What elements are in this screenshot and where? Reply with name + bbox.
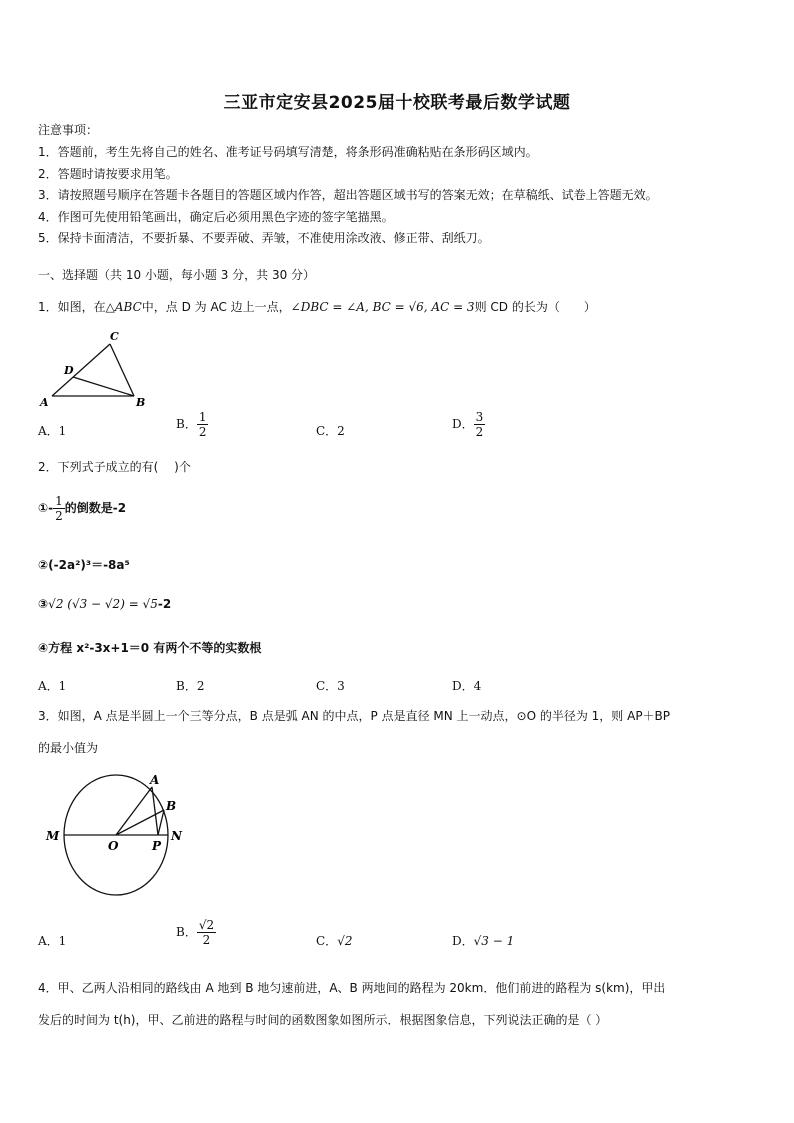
q2-item1-prefix: ①- xyxy=(38,501,54,515)
q1-suffix: 则 CD 的长为（ ） xyxy=(474,300,596,314)
question-3-stem-line2: 的最小值为 xyxy=(38,741,99,755)
fraction-numerator: 3 xyxy=(475,410,484,424)
note-item: 2．答题时请按要求用笔。 xyxy=(38,167,178,181)
fraction-numerator: 1 xyxy=(198,410,207,424)
q3-option-c[interactable] xyxy=(316,932,352,949)
q2-item3-suffix: -2 xyxy=(157,597,172,611)
q1-triangle-figure xyxy=(36,328,156,410)
q3-option-a[interactable]: A．1 xyxy=(38,934,67,948)
q2-statement-1 xyxy=(38,494,126,523)
q1-label-b: B xyxy=(136,396,146,409)
fraction-numerator: √2 xyxy=(198,918,215,932)
question-4-stem-line2: 发后的时间为 t(h)，甲、乙前进的路程与时间的函数图象如图所示．根据图象信息，下列说法正确的是（ ） xyxy=(38,1013,608,1027)
q3-label-n: N xyxy=(171,829,182,843)
q2-item3-math: √2 (√3 − √2) = √5 xyxy=(48,597,158,611)
q2-option-c[interactable]: C．3 xyxy=(316,679,345,693)
question-1-stem xyxy=(38,298,596,315)
q2-item1-suffix: 的倒数是-2 xyxy=(64,501,127,515)
q2-item3-prefix: ③ xyxy=(38,597,49,611)
q2-item1-fraction xyxy=(53,494,65,523)
fraction-denominator: 2 xyxy=(198,425,207,439)
note-item: 3．请按照题号顺序在答题卡各题目的答题区域内作答，超出答题区域书写的答案无效；在草稿纸、试卷上答题无效。 xyxy=(38,188,658,202)
q3-option-b[interactable] xyxy=(176,918,216,947)
note-item: 5．保持卡面清洁，不要折暴、不要弄破、弄皱，不准使用涂改液、修正带、刮纸刀。 xyxy=(38,231,490,245)
note-item: 1．答题前，考生先将自己的姓名、准考证号码填写清楚，将条形码准确粘贴在条形码区域内。 xyxy=(38,145,538,159)
fraction-denominator: 2 xyxy=(202,933,211,947)
q3-label-a: A xyxy=(150,773,160,787)
q3-label-o: O xyxy=(108,839,119,853)
q2-statement-3 xyxy=(38,597,171,611)
q1-label-c: C xyxy=(110,330,119,343)
question-4-stem-line1: 4．甲、乙两人沿相同的路线由 A 地到 B 地匀速前进，A、B 两地间的路程为 20km．他们前进的路程为 s(km)，甲出 xyxy=(38,981,666,995)
q3-option-c-label: C． xyxy=(316,934,338,948)
q1-option-b-fraction xyxy=(197,410,209,439)
section-heading: 一、选择题（共 10 小题，每小题 3 分，共 30 分） xyxy=(38,268,316,282)
fraction-denominator: 2 xyxy=(475,425,484,439)
q1-option-c[interactable]: C．2 xyxy=(316,424,345,438)
q1-label-a: A xyxy=(40,396,49,409)
q3-label-p: P xyxy=(152,839,162,853)
q2-option-a[interactable]: A．1 xyxy=(38,679,67,693)
question-2-stem: 2．下列式子成立的有( )个 xyxy=(38,460,191,474)
page-title: 三亚市定安县2025届十校联考最后数学试题 xyxy=(223,93,571,113)
q1-label-d: D xyxy=(64,364,74,377)
notes-heading: 注意事项： xyxy=(38,123,99,137)
q3-option-c-math: √2 xyxy=(337,934,353,948)
q3-label-b: B xyxy=(166,799,177,813)
q3-option-b-fraction xyxy=(197,918,216,947)
q1-triangle: △ABC xyxy=(105,300,142,314)
q1-option-d-label: D． xyxy=(452,417,474,431)
q2-option-b[interactable]: B．2 xyxy=(176,679,205,693)
fraction-numerator: 1 xyxy=(55,494,63,508)
q1-option-d-fraction xyxy=(474,410,486,439)
q1-prefix: 1．如图，在 xyxy=(38,300,106,314)
q1-option-d[interactable] xyxy=(452,410,485,439)
q2-statement-4: ④方程 x²-3x+1＝0 有两个不等的实数根 xyxy=(38,641,262,655)
q3-option-d-label: D． xyxy=(452,934,474,948)
q2-statement-2: ②(-2a²)³＝-8a⁵ xyxy=(38,558,130,572)
q3-circle-figure xyxy=(40,770,200,900)
q1-option-a[interactable]: A．1 xyxy=(38,424,67,438)
q1-condition: ∠DBC = ∠A, BC = √6, AC = 3 xyxy=(290,300,475,314)
q1-option-b-label: B． xyxy=(176,417,197,431)
q3-label-m: M xyxy=(46,829,60,843)
q3-option-b-label: B． xyxy=(176,925,197,939)
fraction-denominator: 2 xyxy=(55,509,63,523)
question-3-stem-line1: 3．如图，A 点是半圆上一个三等分点，B 点是弧 AN 的中点，P 点是直径 MN 上一动点，⊙O 的半径为 1，则 AP＋BP xyxy=(38,709,671,723)
q1-option-b[interactable] xyxy=(176,410,208,439)
q1-middle: 中，点 D 为 AC 边上一点， xyxy=(141,300,291,314)
q3-option-d-math: √3 − 1 xyxy=(473,934,515,948)
note-item: 4．作图可先使用铅笔画出，确定后必须用黑色字迹的签字笔描黑。 xyxy=(38,210,394,224)
q3-option-d[interactable] xyxy=(452,932,514,949)
q2-option-d[interactable]: D．4 xyxy=(452,679,482,693)
